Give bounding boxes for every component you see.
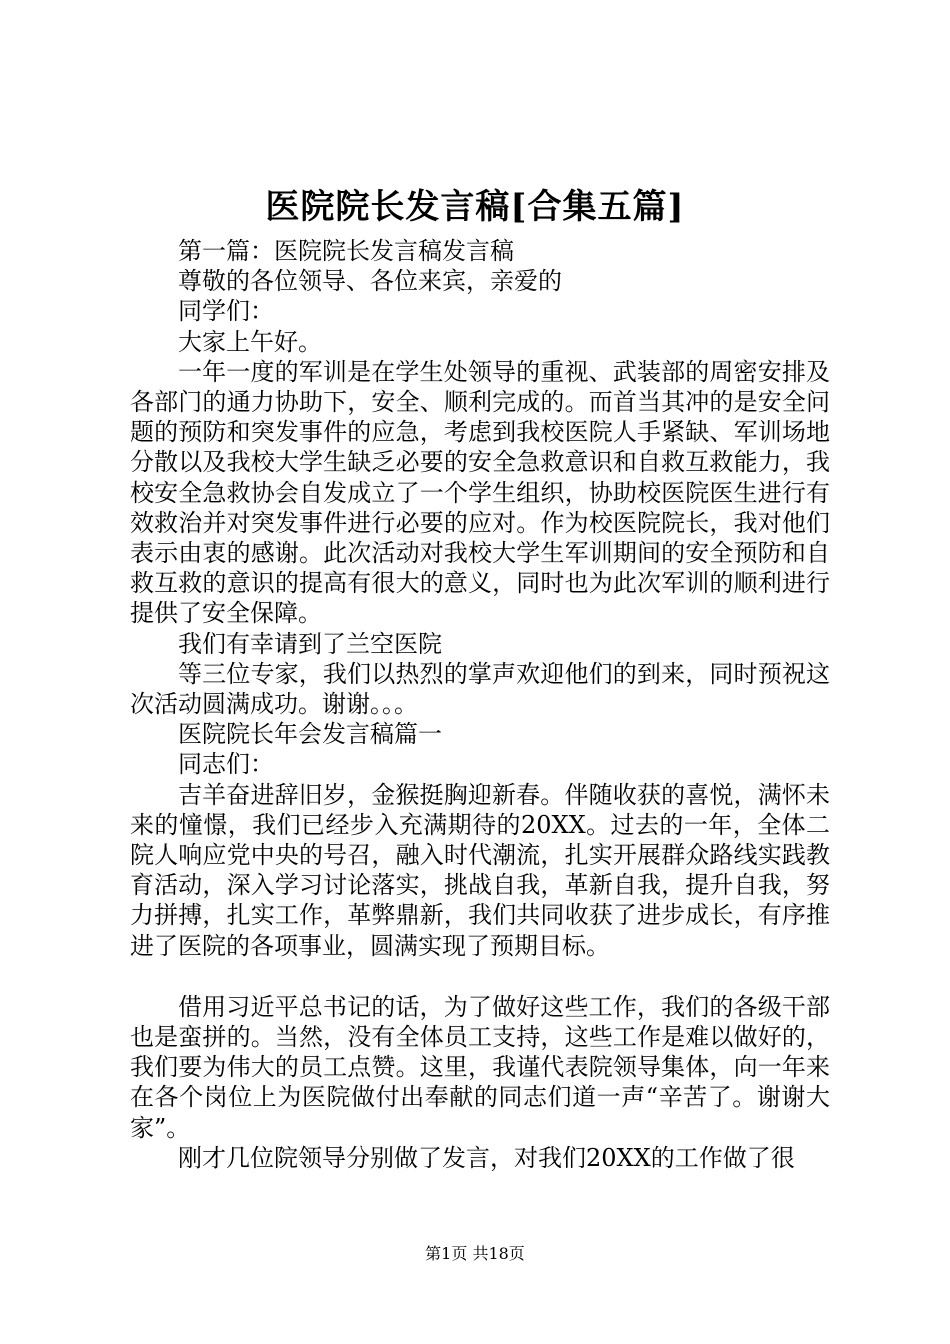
paragraph-salutation: 尊敬的各位领导、各位来宾，亲爱的 bbox=[178, 267, 562, 296]
paragraph-body: 吉羊奋进辞旧岁，金猴挺胸迎新春。伴随收获的喜悦，满怀未来的憧憬，我们已经步入充满期待的20XX。过去的一年，全体二院人响应党中央的号召，融入时代潮流，扎实开展群众路线实践教育活动，深入学习讨论落实，挑战自我，革新自我，提升自我，努力拼搏，扎实工作，革弊鼎新，我们共同收获了进步成长，有序推进了医院的各项事业，圆满实现了预期目标。 bbox=[130, 780, 830, 960]
paragraph-section-heading: 医院院长年会发言稿篇一 bbox=[178, 720, 442, 749]
document-title: 医院院长发言稿[合集五篇] bbox=[265, 187, 685, 227]
paragraph-section-heading: 第一篇：医院院长发言稿发言稿 bbox=[178, 237, 514, 265]
paragraph-body: 等三位专家，我们以热烈的掌声欢迎他们的到来，同时预祝这次活动圆满成功。谢谢。。。 bbox=[130, 659, 830, 719]
paragraph-body: 我们有幸请到了兰空医院 bbox=[178, 629, 442, 658]
paragraph-spacer bbox=[130, 961, 830, 992]
paragraph-salutation: 同志们： bbox=[178, 750, 274, 779]
paragraph-body: 一年一度的军训是在学生处领导的重视、武装部的周密安排及各部门的通力协助下，安全、顺利完成的。而首当其冲的是安全问题的预防和突发事件的应急，考虑到我校医院人手紧缺、军训场地分散以及我校大学生缺乏必要的安全急救意识和自救互救能力，我校安全急救协会自发成立了一个学生组织，协助校医院医生进行有效救治并对突发事件进行必要的应对。作为校医院院长，我对他们表示由衷的感谢。此次活动对我校大学生军训期间的安全预防和自救互救的意识的提高有很大的意义，同时也为此次军训的顺利进行提供了安全保障。 bbox=[130, 357, 830, 628]
document-body bbox=[130, 236, 830, 1173]
page-number-footer: 第1页 共18页 bbox=[425, 1244, 525, 1263]
paragraph-greeting: 大家上午好。 bbox=[178, 327, 322, 356]
paragraph-body: 借用习近平总书记的话，为了做好这些工作，我们的各级干部也是蛮拼的。当然，没有全体员工支持，这些工作是难以做好的，我们要为伟大的员工点赞。这里，我谨代表院领导集体，向一年来在各个岗位上为医院做付出奉献的同志们道一声“辛苦了。谢谢大家”。 bbox=[130, 992, 830, 1142]
paragraph-salutation-continued: 同学们： bbox=[178, 297, 274, 326]
paragraph-body: 刚才几位院领导分别做了发言，对我们20XX的工作做了很 bbox=[178, 1143, 795, 1172]
